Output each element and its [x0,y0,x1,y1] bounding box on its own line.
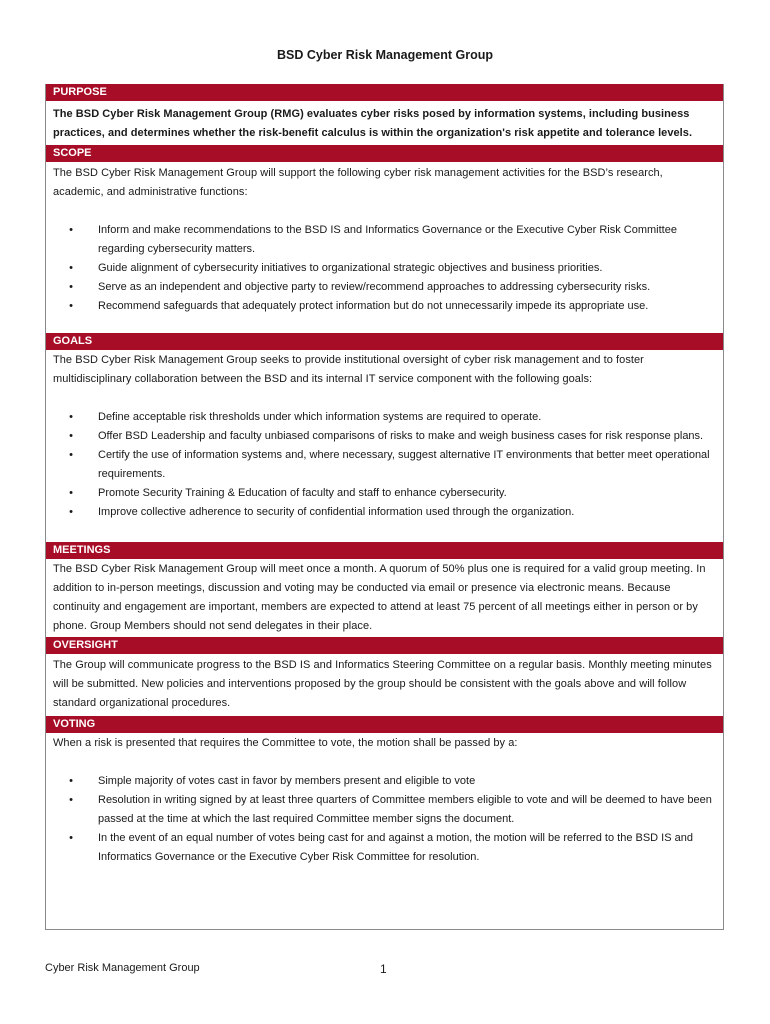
list-item-text: Resolution in writing signed by at least three quarters of Committee members eligible to vote and will be deemed to have been passed at the time at which the last required Committee member signs the document. [98,794,712,825]
list-item [69,772,715,791]
list-item [69,221,715,259]
goals-bullet-list [46,408,723,522]
bullet-glyph: • [69,281,73,293]
oversight-heading: OVERSIGHT [46,637,723,654]
meetings-text: The BSD Cyber Risk Management Group will meet once a month. A quorum of 50% plus one is required for a valid group meeting. In addition to in-person meetings, discussion and voting may be conducted via email or presence via electronic means. Because continuity and engagement are important, members are expected to attend at least 75 percent of all meetings either in person or by phone. Group Members should not send delegates in their place. [53,563,706,632]
list-item-text: Promote Security Training & Education of faculty and staff to enhance cybersecurity. [98,487,507,499]
page-number: 1 [380,962,387,976]
meetings-heading: MEETINGS [46,542,723,559]
footer-document-name: Cyber Risk Management Group [45,962,200,974]
goals-intro: The BSD Cyber Risk Management Group seeks to provide institutional oversight of cyber risk management and to foster multidisciplinary collaboration between the BSD and its internal IT service component with the following goals: [53,354,644,385]
list-item [69,791,715,829]
voting-bullet-list [46,772,723,867]
bullet-glyph: • [69,224,73,236]
scope-intro: The BSD Cyber Risk Management Group will support the following cyber risk management activities for the BSD’s research, academic, and administrative functions: [53,167,663,198]
scope-heading: SCOPE [46,145,723,162]
list-item-text: Inform and make recommendations to the BSD IS and Informatics Governance or the Executive Cyber Risk Committee regarding cybersecurity matters. [98,224,677,255]
purpose-heading: PURPOSE [46,84,723,101]
list-item [69,297,715,316]
bullet-glyph: • [69,430,73,442]
list-item-text: Define acceptable risk thresholds under which information systems are required to operate. [98,411,542,423]
bullet-glyph: • [69,775,73,787]
list-item-text: Offer BSD Leadership and faculty unbiased comparisons of risks to make and weigh business cases for risk response plans. [98,430,704,442]
list-item [69,446,715,484]
bullet-glyph: • [69,506,73,518]
bullet-glyph: • [69,449,73,461]
list-item [69,427,715,446]
list-item-text: Serve as an independent and objective party to review/recommend approaches to addressing cybersecurity risks. [98,281,651,293]
purpose-text: The BSD Cyber Risk Management Group (RMG) evaluates cyber risks posed by information systems, including business practices, and determines whether the risk-benefit calculus is within the organization's risk appetite and tolerance levels. [53,108,693,139]
list-item [69,484,715,503]
bullet-glyph: • [69,487,73,499]
list-item-text: Improve collective adherence to security of confidential information used through the organization. [98,506,575,518]
list-item-text: Certify the use of information systems and, where necessary, suggest alternative IT environments that better meet operational requirements. [98,449,710,480]
content-frame [45,84,724,930]
list-item-text: Recommend safeguards that adequately protect information but do not unnecessarily impede its appropriate use. [98,300,649,312]
document-title: BSD Cyber Risk Management Group [276,48,493,62]
list-item [69,278,715,297]
bullet-glyph: • [69,832,73,844]
goals-heading: GOALS [46,333,723,350]
list-item-text: Guide alignment of cybersecurity initiatives to organizational strategic objectives and business priorities. [98,262,603,274]
list-item [69,408,715,427]
scope-bullet-list [46,221,723,316]
list-item [69,503,715,522]
bullet-glyph: • [69,262,73,274]
bullet-glyph: • [69,411,73,423]
list-item-text: Simple majority of votes cast in favor by members present and eligible to vote [98,775,476,787]
list-item [69,259,715,278]
voting-heading: VOTING [46,716,723,733]
oversight-text: The Group will communicate progress to the BSD IS and Informatics Steering Committee on a regular basis. Monthly meeting minutes will be submitted. New policies and interventions proposed by the group should be consistent with the goals above and will follow standard organizational procedures. [53,659,712,709]
bullet-glyph: • [69,300,73,312]
list-item [69,829,715,867]
voting-intro: When a risk is presented that requires the Committee to vote, the motion shall be passed by a: [53,737,518,749]
bullet-glyph: • [69,794,73,806]
list-item-text: In the event of an equal number of votes being cast for and against a motion, the motion will be referred to the BSD IS and Informatics Governance or the Executive Cyber Risk Committee for resolution. [98,832,693,863]
